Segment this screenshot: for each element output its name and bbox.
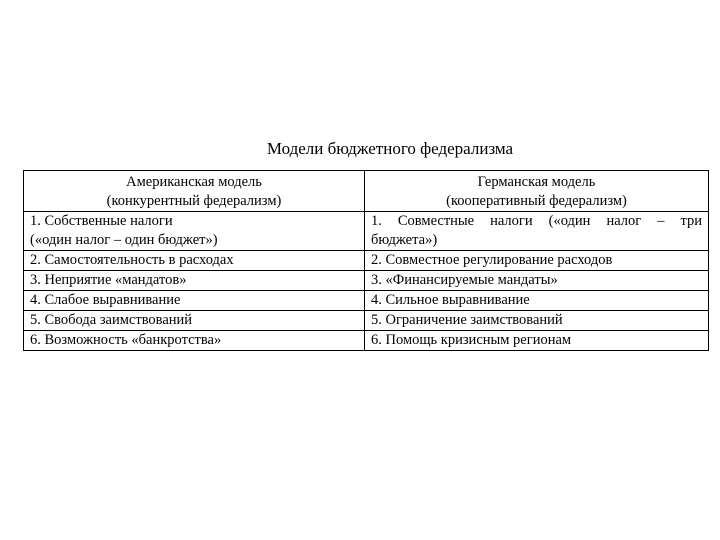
cell-text: 2. Совместное регулирование расходов	[371, 252, 613, 268]
american-cell	[24, 251, 365, 271]
cell-text: 1. Совместные налоги («один налог – три	[371, 213, 702, 229]
american-cell	[24, 271, 365, 291]
table-row	[24, 311, 709, 331]
american-cell	[24, 311, 365, 331]
budget-federalism-table	[23, 170, 709, 351]
table-header-row	[24, 171, 709, 212]
cell-text: 4. Сильное выравнивание	[371, 292, 530, 308]
german-cell	[365, 291, 709, 311]
american-cell	[24, 212, 365, 251]
table-row	[24, 251, 709, 271]
header-american-model	[24, 171, 365, 212]
header-american-title: Американская модель	[126, 174, 262, 190]
cell-text: 2. Самостоятельность в расходах	[30, 252, 234, 268]
cell-text: 3. Неприятие «мандатов»	[30, 272, 187, 288]
header-german-subtitle: (кооперативный федерализм)	[446, 193, 627, 209]
document-title: Модели бюджетного федерализма	[266, 139, 514, 158]
german-cell	[365, 212, 709, 251]
cell-text: 6. Помощь кризисным регионам	[371, 332, 572, 348]
cell-text: 1. Собственные налоги	[30, 213, 173, 229]
cell-text: 5. Свобода заимствований	[30, 312, 193, 328]
german-cell	[365, 311, 709, 331]
cell-text: бюджета»)	[371, 232, 438, 248]
header-german-title: Германская модель	[477, 174, 596, 190]
cell-text: 5. Ограничение заимствований	[371, 312, 563, 328]
cell-text: 3. «Финансируемые мандаты»	[371, 272, 558, 288]
table-row	[24, 212, 709, 251]
header-german-model	[365, 171, 709, 212]
american-cell	[24, 291, 365, 311]
cell-text: 6. Возможность «банкротства»	[30, 332, 222, 348]
german-cell	[365, 251, 709, 271]
german-cell	[365, 331, 709, 351]
table-row	[24, 271, 709, 291]
cell-text: 4. Слабое выравнивание	[30, 292, 181, 308]
german-cell	[365, 271, 709, 291]
cell-text: («один налог – один бюджет»)	[30, 232, 218, 248]
header-american-subtitle: (конкурентный федерализм)	[106, 193, 282, 209]
table-row	[24, 331, 709, 351]
table-row	[24, 291, 709, 311]
american-cell	[24, 331, 365, 351]
